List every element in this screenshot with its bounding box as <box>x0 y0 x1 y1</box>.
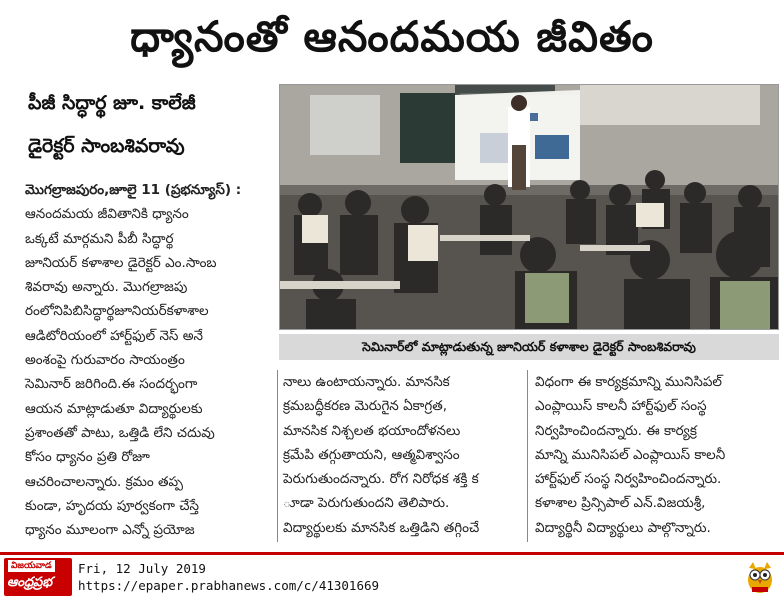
edition-label: విజయవాడ <box>8 560 55 572</box>
seminar-photo <box>279 84 779 330</box>
text-line: ఎంప్లాయిస్ కాలనీ హార్ట్‌ఫుల్ సంస్థ <box>535 398 707 415</box>
publication-date: Fri, 12 July 2019 <box>78 561 206 576</box>
article-column-1 <box>25 178 273 542</box>
text-line: క్రమబద్ధీకరణ మెరుగైన ఏకాగ్రత, <box>283 398 448 415</box>
text-line: శివరావు అన్నారు. మొగల్రాజపు <box>25 279 188 296</box>
text-line: విధంగా ఈ కార్యక్రమాన్ని మునిసిపల్ <box>535 374 722 390</box>
text-line: పెరుగుతుందన్నారు. రోగ నిరోధక శక్తి క <box>283 471 479 488</box>
text-line: అంశంపై గురువారం సాయంత్రం <box>25 352 185 369</box>
dateline: మొగల్రాజపురం,జూలై 11 (ప్రభన్యూస్) : <box>25 182 242 198</box>
text-line: మాన్ని మునిసిపల్ ఎంప్లాయిస్ కాలనీ <box>535 446 726 463</box>
subheadline-director: డైరెక్టర్ సాంబశివరావు <box>28 135 185 157</box>
subheadline-college: పీజీ సిద్ధార్థ జూ. కాలేజీ <box>28 92 196 114</box>
article-column-2 <box>283 370 519 540</box>
text-line: నిర్వహించిందన్నారు. ఈ కార్యక్ర <box>535 422 697 439</box>
text-line: క్రమేపి తగ్గుతాయని, ఆత్మవిశ్వాసం <box>283 446 460 463</box>
newspaper-logo[interactable] <box>4 558 72 596</box>
article-column-3 <box>535 370 775 540</box>
footer-divider <box>0 552 784 555</box>
text-line: సెమినార్ జరిగింది.ఈ సందర్భంగా <box>25 376 198 393</box>
column-divider-2 <box>527 370 528 542</box>
text-line: మానసిక నిశ్చలత భయాందోళనలు <box>283 422 461 439</box>
text-line: ధ్యానం మూలంగా ఎన్నో ప్రయోజ <box>25 522 195 539</box>
text-line: ఆచరించాలన్నారు. క్రమం తప్ప <box>25 473 184 490</box>
text-line: కోసం ధ్యానం ప్రతి రోజూ <box>25 449 150 466</box>
text-line: ఆయన మాట్లాడుతూ విద్యార్థులకు <box>25 400 203 417</box>
article-url[interactable]: https://epaper.prabhanews.com/c/41301669 <box>78 578 380 593</box>
text-line: ూడా పెరుగుతుందని తెలిపారు. <box>283 495 450 512</box>
text-line: కుండా, హృదయ పూర్వకంగా చేస్తే <box>25 497 199 514</box>
text-line: ప్రశాంతతో పాటు, ఒత్తిడి లేని చదువు <box>25 424 215 441</box>
epaper-footer <box>0 552 784 597</box>
text-line: నాలు ఉంటాయన్నారు. మానసిక <box>283 374 450 390</box>
seminar-photo-illustration <box>280 85 778 329</box>
text-line: ఆనందమయ జీవితానికి ధ్యానం <box>25 206 189 223</box>
text-line: ఆడిటోరియంలో హార్ట్‌ఫుల్ నెస్ అనే <box>25 327 203 344</box>
column-divider-1 <box>277 370 278 542</box>
text-line: ఒక్కటే మార్గమని పీబీ సిద్ధార్థ <box>25 230 174 247</box>
text-line: జూనియర్ కళాశాల డైరెక్టర్ ఎం.సాంబ <box>25 254 217 271</box>
headline: ధ్యానంతో ఆనందమయ జీవితం <box>130 12 654 61</box>
text-line: కళాశాల ప్రిన్సిపాల్ ఎన్.విజయశ్రీ, <box>535 495 706 512</box>
owl-icon <box>746 560 774 594</box>
text-line: విద్యార్థినీ విద్యార్థులు పాల్గొన్నారు. <box>535 519 711 536</box>
newspaper-name: ఆంధ్రప్రభ <box>7 575 53 590</box>
photo-caption: సెమినార్‌లో మాట్లాడుతున్న జూనియర్ కళాశాల డైరెక్టర్ సాంబశివరావు <box>279 334 779 360</box>
text-line: విద్యార్థులకు మానసిక ఒత్తిడిని తగ్గించే <box>283 519 480 536</box>
text-line: రంలోనిపిబిసిద్ధార్థజూనియర్‌కళాశాల <box>25 303 209 320</box>
text-line: హార్ట్‌ఫుల్ సంస్థ నిర్వహించిందన్నారు. <box>535 471 722 488</box>
